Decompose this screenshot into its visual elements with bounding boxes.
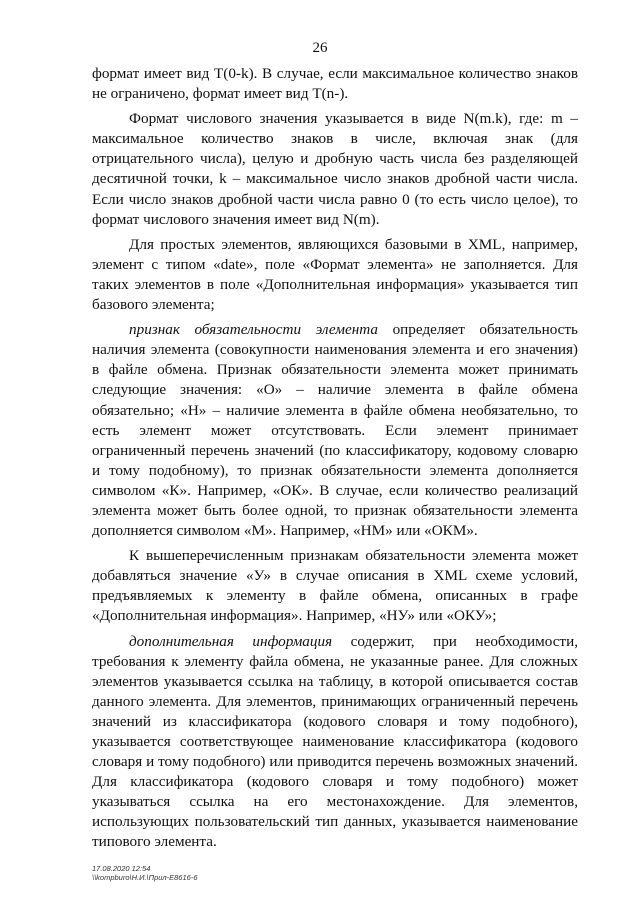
paragraph-1 xyxy=(92,64,578,104)
paragraph-term: признак обязательности элемента xyxy=(129,321,379,339)
paragraph-text: содержит, при необходимости, требования к элементу файла обмена, не указанные ранее. Для сложных элементов указывается ссылка на таблицу, в которой описывается состав данного элемента. Для элементов, принимающих ограниченный перечень значений из классификатора (кодового словаря и тому подобного), указывается соответствующее наименование классификатора (кодового словаря и тому подобного) или приводится перечень возможных значений. Для классификатора (кодового словаря и тому подобного) может указываться ссылка на его местонахождение. Для элементов, использующих пользовательский тип данных, указывается наименование типового элемента. xyxy=(92,632,578,851)
paragraph-3 xyxy=(92,235,578,315)
document-body xyxy=(92,64,578,858)
paragraph-6 xyxy=(92,632,578,853)
document-footer xyxy=(92,864,198,882)
paragraph-2 xyxy=(92,109,578,230)
paragraph-5 xyxy=(92,546,578,626)
paragraph-term: дополнительная информация xyxy=(129,632,333,650)
footer-file-path: \\kompburo\Н.И.\Прил-Е8616-6 xyxy=(92,873,198,882)
paragraph-4 xyxy=(92,320,578,541)
paragraph-text: определяет обязательность наличия элемента (совокупности наименования элемента и его значения) в файле обмена. Признак обязательности элемента может принимать следующие значения: «О» – наличие элемента в файле обмена обязательно; «Н» – наличие элемента в файле обмена необязательно, то есть элемент может отсутствовать. Если элемент принимает ограниченный перечень значений (по классификатору, кодовому словарю и тому подобному), то признак обязательности элемента дополняется символом «К». Например, «ОК». В случае, если количество реализаций элемента может быть более одной, то признак обязательности элемента дополняется символом «М». Например, «НМ» или «ОКМ». xyxy=(92,321,578,540)
footer-timestamp: 17.08.2020 12:54 xyxy=(92,864,151,873)
paragraph-text: формат имеет вид T(0-k). В случае, если максимальное количество знаков не ограничено, формат имеет вид T(n-). xyxy=(92,65,578,103)
page-number: 26 xyxy=(312,40,328,56)
paragraph-text: К вышеперечисленным признакам обязательности элемента может добавляться значение «У» в случае описания в XML схеме условий, предъявляемых к элементу в файле обмена, описанных в графе «Дополнительная информация». Например, «НУ» или «ОКУ»; xyxy=(92,547,578,625)
paragraph-text: Для простых элементов, являющихся базовыми в XML, например, элемент с типом «date», поле «Формат элемента» не заполняется. Для таких элементов в поле «Дополнительная информация» указывается тип базового элемента; xyxy=(92,235,578,314)
paragraph-text: Формат числового значения указывается в виде N(m.k), где: m – максимальное количество знаков в числе, включая знак (для отрицательного числа), целую и дробную часть числа без разделяющей десятичной точки, k – максимальное число знаков дробной части числа. Если число знаков дробной части числа равно 0 (то есть число целое), то формат числового значения имеет вид N(m). xyxy=(92,110,578,228)
